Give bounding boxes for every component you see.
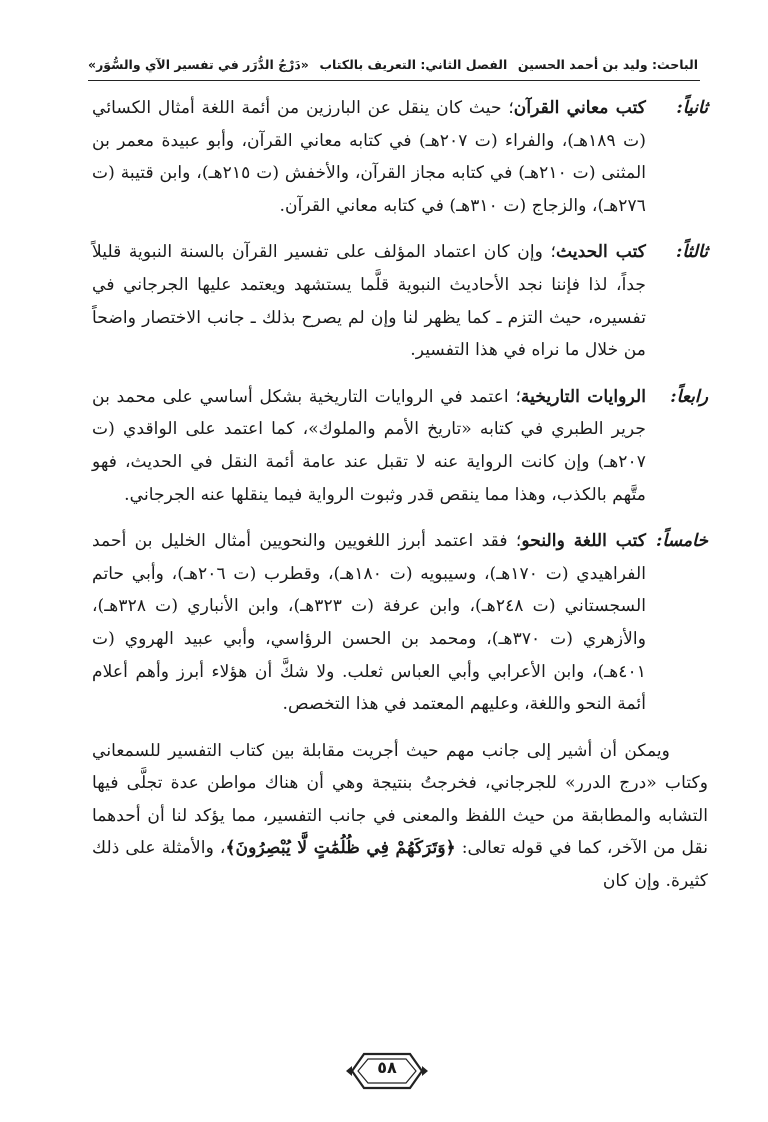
closing-paragraph bbox=[92, 735, 708, 898]
closing-text-after: ، والأمثلة على ذلك كثيرة. وإن كان bbox=[92, 838, 708, 892]
item-text: ؛ حيث كان ينقل عن البارزين من أئمة اللغة أمثال الكسائي (ت ١٨٩هـ)، والفراء (ت ٢٠٧هـ) في كتابه معاني القرآن، وأبو عبيدة معمر بن المثنى (ت ٢١٠هـ) في كتابه مجاز القرآن، والأخفش (ت ٢١٥هـ)، وابن قتيبة (ت ٢٧٦هـ)، والزجاج (ت ٣١٠هـ) في كتابه معاني القرآن. bbox=[92, 98, 647, 216]
item-label: رابعاً: bbox=[670, 386, 708, 407]
source-item-2 bbox=[92, 92, 708, 222]
item-paragraph bbox=[92, 381, 646, 511]
page-body bbox=[92, 92, 708, 915]
header-book-title: «دَرْجُ الدُّرَر في تفسير الآي والسُّوَر» bbox=[88, 56, 309, 72]
item-term: كتب الحديث bbox=[555, 242, 646, 263]
quran-verse: ﴿وَتَرَكَهُمْ فِي ظُلُمَٰتٍ لَّا يُبْصِرُونَ﴾ bbox=[225, 838, 456, 859]
item-text: ؛ اعتمد في الروايات التاريخية بشكل أساسي على محمد بن جرير الطبري في كتابه «تاريخ الأمم والملوك»، كما اعتمد على الواقدي (ت ٢٠٧هـ) وإن كانت الرواية عنه لا تقبل عند عامة أئمة النقل في الحديث، فهو متَّهم بالكذب، وهذا مما ينقص قدر وثبوت الرواية فيما ينقلها عنه الجرجاني. bbox=[92, 386, 646, 505]
source-item-3 bbox=[92, 236, 708, 366]
header-rule bbox=[88, 80, 700, 81]
item-label: خامساً: bbox=[656, 531, 708, 552]
item-term: كتب اللغة والنحو bbox=[521, 531, 647, 552]
item-text: ؛ فقد اعتمد أبرز اللغويين والنحويين أمثال الخليل بن أحمد الفراهيدي (ت ١٧٠هـ)، وسيبويه (ت ١٨٠هـ)، وقطرب (ت ٢٠٦هـ)، وأبي حاتم السجستاني (ت ٢٤٨هـ)، وابن عرفة (ت ٣٢٣هـ)، وابن الأنباري (ت ٣٢٨هـ)، والأزهري (ت ٣٧٠هـ)، ومحمد بن الحسن الرؤاسي، وأبي عبيد الهروي (ت ٤٠١هـ)، وابن الأعرابي وأبي العباس ثعلب. ولا شكَّ أن هؤلاء أبرز وأهم أعلام أئمة النحو واللغة، وعليهم المعتمد في هذا التخصص. bbox=[92, 531, 646, 715]
item-paragraph bbox=[92, 236, 646, 366]
header-author: الباحث: وليد بن أحمد الحسين bbox=[517, 56, 698, 72]
page-number-ornament bbox=[346, 1048, 428, 1094]
source-item-4 bbox=[92, 381, 708, 511]
item-paragraph bbox=[92, 92, 646, 222]
closing-text-before: ويمكن أن أشير إلى جانب مهم حيث أجريت مقابلة بين كتاب التفسير للسمعاني وكتاب «درج الدرر» للجرجاني، فخرجتُ بنتيجة وهي أن هناك مواطن عدة تجلَّى فيها التشابه والمطابقة من حيث اللفظ والمعنى في جانب التفسير، مما يؤكد لنا أن أحدهما نقل من الآخر، كما في قوله تعالى: bbox=[92, 740, 709, 859]
item-term: الروايات التاريخية bbox=[520, 386, 646, 407]
source-item-5 bbox=[92, 525, 708, 721]
item-paragraph bbox=[92, 525, 646, 721]
running-header bbox=[88, 52, 698, 76]
item-label: ثالثاً: bbox=[675, 242, 708, 263]
item-text: ؛ وإن كان اعتماد المؤلف على تفسير القرآن بالسنة النبوية قليلاً جداً، لذا فإننا نجد الأحاديث النبوية قلَّما يستشهد ويعتمد عليها الجرجاني في تفسيره، حيث التزم ـ كما يظهر لنا وإن لم يصرح بذلك ـ جانب الاختصار واضحاً من خلال ما نراه في هذا التفسير. bbox=[92, 242, 646, 361]
page-number: ٥٨ bbox=[377, 1058, 397, 1077]
item-term: كتب معاني القرآن bbox=[513, 98, 646, 118]
item-label: ثانياً: bbox=[676, 98, 708, 118]
header-chapter: الفصل الثاني: التعريف بالكتاب bbox=[319, 56, 508, 72]
